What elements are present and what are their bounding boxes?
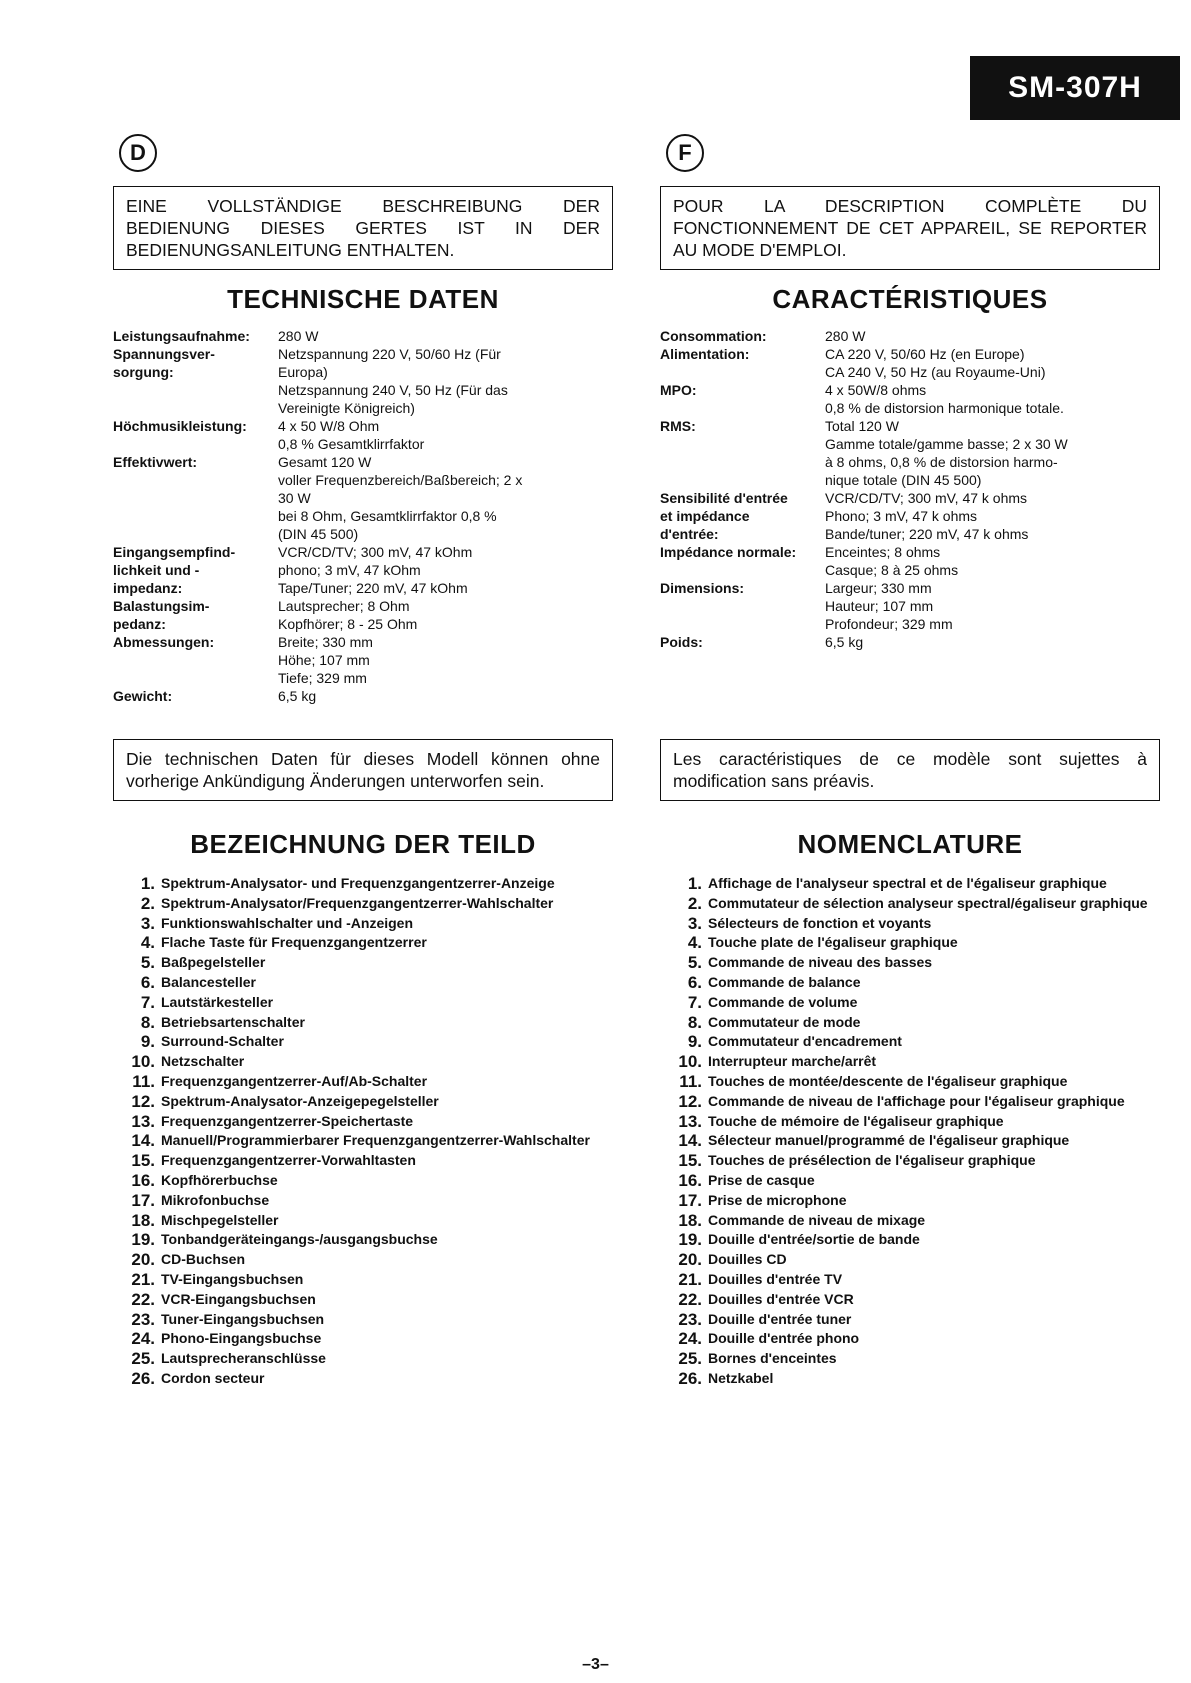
item-text: Prise de microphone <box>708 1191 847 1208</box>
list-item <box>668 1290 1160 1310</box>
spec-value: 280 W <box>825 328 866 344</box>
item-number: 24. <box>678 1329 702 1349</box>
item-number: 7. <box>140 992 155 1012</box>
item-text: Sélecteurs de fonction et voyants <box>708 914 932 931</box>
item-number: 24. <box>131 1329 155 1349</box>
item-number: 5. <box>140 953 155 973</box>
list-item <box>121 1092 613 1112</box>
list-item <box>121 933 613 953</box>
parts-title-french: NOMENCLATURE <box>797 829 1023 859</box>
list-item <box>668 1349 1160 1369</box>
spec-label: MPO: <box>660 382 697 398</box>
item-text: Commande de volume <box>708 993 858 1010</box>
item-text: Touches de montée/descente de l'égaliseur graphique <box>708 1072 1068 1089</box>
item-number: 2. <box>687 893 702 913</box>
item-number: 20. <box>678 1250 702 1270</box>
item-text: Mikrofonbuchse <box>161 1191 270 1208</box>
list-item <box>668 1151 1160 1171</box>
change-notice-french: Les caractéristiques de ce modèle sont sujettes à modification sans préavis. <box>660 739 1160 801</box>
item-text: Phono-Eingangsbuchse <box>161 1330 322 1347</box>
list-item <box>668 1230 1160 1250</box>
parts-list-french <box>660 874 1160 1389</box>
spec-value: Breite; 330 mm Höhe; 107 mm Tiefe; 329 mm <box>278 634 373 686</box>
item-number: 26. <box>131 1368 155 1388</box>
item-text: Commande de balance <box>708 973 861 990</box>
list-item <box>668 1211 1160 1231</box>
item-text: Frequenzgangentzerrer-Auf/Ab-Schalter <box>161 1072 428 1089</box>
list-item <box>668 1072 1160 1092</box>
item-number: 14. <box>678 1131 702 1151</box>
item-number: 3. <box>687 913 702 933</box>
list-item <box>668 874 1160 894</box>
list-item <box>668 933 1160 953</box>
list-item <box>668 1032 1160 1052</box>
page-number: –3– <box>582 1656 609 1673</box>
item-number: 9. <box>687 1032 702 1052</box>
item-number: 23. <box>131 1309 155 1329</box>
spec-value: Largeur; 330 mm Hauteur; 107 mm Profondeur; 329 mm <box>825 580 953 632</box>
parts-title-german: BEZEICHNUNG DER TEILD <box>190 829 536 859</box>
specs-title-french: CARACTÉRISTIQUES <box>772 284 1048 314</box>
item-number: 23. <box>678 1309 702 1329</box>
spec-label: Sensibilité d'entrée et impédance d'entrée: <box>660 490 788 542</box>
spec-value: Enceintes; 8 ohms Casque; 8 à 25 ohms <box>825 544 959 578</box>
german-column <box>113 134 613 1389</box>
item-text: TV-Eingangsbuchsen <box>161 1270 304 1287</box>
list-item <box>121 1230 613 1250</box>
list-item <box>668 1131 1160 1151</box>
item-text: Douilles d'entrée VCR <box>708 1290 854 1307</box>
model-badge: SM-307H <box>970 56 1180 120</box>
item-text: Prise de casque <box>708 1171 815 1188</box>
item-number: 3. <box>140 913 155 933</box>
item-number: 25. <box>678 1349 702 1369</box>
spec-value: Lautsprecher; 8 Ohm Kopfhörer; 8 - 25 Ohm <box>278 598 418 632</box>
item-number: 22. <box>678 1289 702 1309</box>
item-text: Commutateur d'encadrement <box>708 1033 902 1050</box>
spec-label: Balastungsim- pedanz: <box>113 598 210 632</box>
item-text: Commande de niveau des basses <box>708 954 933 971</box>
list-item <box>121 1032 613 1052</box>
spec-value: VCR/CD/TV; 300 mV, 47 kOhm phono; 3 mV, 47 kOhm Tape/Tuner; 220 mV, 47 kOhm <box>278 544 473 596</box>
item-number: 1. <box>140 874 155 893</box>
item-text: Douilles CD <box>708 1251 787 1268</box>
list-item <box>668 1310 1160 1330</box>
list-item <box>121 1329 613 1349</box>
item-number: 2. <box>140 893 155 913</box>
list-item <box>668 1052 1160 1072</box>
item-text: Spektrum-Analysator-Anzeigepegelsteller <box>161 1092 439 1109</box>
item-text: Surround-Schalter <box>161 1033 284 1050</box>
spec-label: Poids: <box>660 634 703 650</box>
item-number: 18. <box>678 1210 702 1230</box>
spec-label: Consommation: <box>660 328 767 344</box>
item-text: Interrupteur marche/arrêt <box>708 1053 877 1070</box>
item-number: 21. <box>131 1269 155 1289</box>
item-number: 26. <box>678 1368 702 1388</box>
spec-value: 4 x 50 W/8 Ohm 0,8 % Gesamtklirrfaktor <box>278 418 425 452</box>
spec-label: Impédance normale: <box>660 544 797 560</box>
item-number: 20. <box>131 1250 155 1270</box>
item-text: Tonbandgeräteingangs-/ausgangsbuchse <box>161 1231 438 1248</box>
list-item <box>121 1052 613 1072</box>
item-text: Commande de niveau de l'affichage pour l'égaliseur graphique <box>708 1092 1125 1109</box>
list-item <box>668 953 1160 973</box>
item-number: 15. <box>131 1151 155 1171</box>
list-item <box>121 1369 613 1389</box>
list-item <box>668 1369 1160 1389</box>
list-item <box>668 1112 1160 1132</box>
item-text: Sélecteur manuel/programmé de l'égaliseur graphique <box>708 1132 1070 1149</box>
item-text: Douille d'entrée tuner <box>708 1310 852 1327</box>
item-number: 6. <box>140 972 155 992</box>
item-text: Douilles d'entrée TV <box>708 1270 843 1287</box>
list-item <box>121 1072 613 1092</box>
item-text: Cordon secteur <box>161 1369 265 1386</box>
french-column <box>660 134 1160 1389</box>
list-item <box>121 993 613 1013</box>
spec-value: VCR/CD/TV; 300 mV, 47 k ohms Phono; 3 mV, 47 k ohms Bande/tuner; 220 mV, 47 k ohms <box>825 490 1029 542</box>
item-number: 8. <box>140 1012 155 1032</box>
lang-mark-french: F <box>666 134 704 172</box>
item-number: 4. <box>687 933 702 953</box>
item-text: Manuell/Programmierbarer Frequenzgangentzerrer-Wahlschalter <box>161 1132 590 1149</box>
item-text: Affichage de l'analyseur spectral et de l'égaliseur graphique <box>708 875 1107 891</box>
item-text: Spektrum-Analysator/Frequenzgangentzerrer-Wahlschalter <box>161 894 554 911</box>
change-notice-german: Die technischen Daten für dieses Modell können ohne vorherige Ankündigung Änderungen unterworfen sein. <box>113 739 613 801</box>
item-text: Douille d'entrée/sortie de bande <box>708 1231 920 1248</box>
item-text: Commutateur de mode <box>708 1013 861 1030</box>
list-item <box>668 1092 1160 1112</box>
item-text: Flache Taste für Frequenzgangentzerrer <box>161 934 427 951</box>
item-number: 22. <box>131 1289 155 1309</box>
item-number: 9. <box>140 1032 155 1052</box>
list-item <box>121 1270 613 1290</box>
list-item <box>668 1250 1160 1270</box>
spec-label: Gewicht: <box>113 688 173 704</box>
list-item <box>121 1131 613 1151</box>
spec-value: 6,5 kg <box>825 634 864 650</box>
item-text: Touche de mémoire de l'égaliseur graphique <box>708 1112 1004 1129</box>
item-number: 7. <box>687 992 702 1012</box>
spec-value: 6,5 kg <box>278 688 317 704</box>
spec-value: Gesamt 120 W voller Frequenzbereich/Baßbereich; 2 x 30 W bei 8 Ohm, Gesamtklirrfaktor 0,8 % (DIN 45 500) <box>278 454 523 542</box>
item-number: 21. <box>678 1269 702 1289</box>
list-item <box>121 1349 613 1369</box>
list-item <box>121 1310 613 1330</box>
parts-list-german <box>113 874 613 1389</box>
item-text: Touches de présélection de l'égaliseur graphique <box>708 1152 1036 1169</box>
item-number: 19. <box>678 1230 702 1250</box>
item-number: 4. <box>140 933 155 953</box>
list-item <box>668 1171 1160 1191</box>
spec-label: RMS: <box>660 418 696 434</box>
list-item <box>121 914 613 934</box>
spec-label: Leistungsaufnahme: <box>113 328 250 344</box>
list-item <box>668 1013 1160 1033</box>
item-text: Tuner-Eingangsbuchsen <box>161 1310 325 1327</box>
item-number: 11. <box>132 1071 155 1091</box>
list-item <box>121 1151 613 1171</box>
item-text: Bornes d'enceintes <box>708 1350 837 1367</box>
item-text: Commande de niveau de mixage <box>708 1211 926 1228</box>
item-text: Balancesteller <box>161 973 256 990</box>
item-number: 17. <box>678 1190 702 1210</box>
manual-notice-french: POUR LA DESCRIPTION COMPLÈTE DU FONCTIONNEMENT DE CET APPAREIL, SE REPORTER AU MODE D'EMPLOI. <box>660 186 1160 270</box>
spec-label: Dimensions: <box>660 580 745 596</box>
list-item <box>668 914 1160 934</box>
specs-table-french <box>660 327 1160 651</box>
item-text: Kopfhörerbuchse <box>161 1171 278 1188</box>
spec-label: Eingangsempfind- lichkeit und - impedanz: <box>113 544 236 596</box>
item-number: 19. <box>131 1230 155 1250</box>
spec-value: Netzspannung 220 V, 50/60 Hz (Für Europa) Netzspannung 240 V, 50 Hz (Für das Vereinigte Königreich) <box>278 346 508 416</box>
list-item <box>668 993 1160 1013</box>
list-item <box>121 894 613 914</box>
item-text: CD-Buchsen <box>161 1251 246 1268</box>
spec-label: Alimentation: <box>660 346 750 362</box>
item-text: Douille d'entrée phono <box>708 1330 860 1347</box>
item-text: Mischpegelsteller <box>161 1211 279 1228</box>
item-number: 1. <box>687 874 702 893</box>
item-number: 5. <box>687 953 702 973</box>
item-number: 12. <box>678 1091 702 1111</box>
item-text: Betriebsartenschalter <box>161 1013 305 1030</box>
item-text: Frequenzgangentzerrer-Vorwahltasten <box>161 1152 416 1169</box>
item-number: 10. <box>131 1052 155 1072</box>
list-item <box>121 1211 613 1231</box>
item-text: Netzschalter <box>161 1053 245 1070</box>
item-number: 12. <box>131 1091 155 1111</box>
list-item <box>121 1290 613 1310</box>
item-number: 10. <box>678 1052 702 1072</box>
list-item <box>121 1171 613 1191</box>
list-item <box>121 953 613 973</box>
spec-value: Total 120 W Gamme totale/gamme basse; 2 x 30 W à 8 ohms, 0,8 % de distorsion harmo- nique totale (DIN 45 500) <box>825 418 1068 488</box>
item-number: 13. <box>131 1111 155 1131</box>
list-item <box>668 1270 1160 1290</box>
manual-notice-german: EINE VOLLSTÄNDIGE BESCHREIBUNG DER BEDIENUNG DIESES GERTES IST IN DER BEDIENUNGSANLEITUNG ENTHALTEN. <box>113 186 613 270</box>
list-item <box>121 1191 613 1211</box>
item-text: Commutateur de sélection analyseur spectral/égaliseur graphique <box>708 894 1148 911</box>
item-number: 18. <box>131 1210 155 1230</box>
list-item <box>121 1250 613 1270</box>
item-text: Netzkabel <box>708 1369 774 1386</box>
spec-label: Effektivwert: <box>113 454 198 470</box>
item-text: VCR-Eingangsbuchsen <box>161 1290 316 1307</box>
list-item <box>121 874 613 894</box>
item-text: Lautstärkesteller <box>161 993 274 1010</box>
spec-label: Höchmusikleistung: <box>113 418 247 434</box>
spec-label: Abmessungen: <box>113 634 215 650</box>
item-number: 13. <box>678 1111 702 1131</box>
item-number: 6. <box>687 972 702 992</box>
spec-label: Spannungsver- sorgung: <box>113 346 215 380</box>
specs-table-german <box>113 327 613 705</box>
list-item <box>668 1191 1160 1211</box>
specs-title-german: TECHNISCHE DATEN <box>227 284 499 314</box>
list-item <box>121 1013 613 1033</box>
list-item <box>668 973 1160 993</box>
list-item <box>668 894 1160 914</box>
list-item <box>668 1329 1160 1349</box>
item-number: 25. <box>131 1349 155 1369</box>
list-item <box>121 1112 613 1132</box>
list-item <box>121 973 613 993</box>
item-text: Frequenzgangentzerrer-Speichertaste <box>161 1112 414 1129</box>
item-text: Funktionswahlschalter und -Anzeigen <box>161 914 414 931</box>
item-number: 16. <box>678 1170 702 1190</box>
item-number: 17. <box>131 1190 155 1210</box>
item-text: Lautsprecheranschlüsse <box>161 1350 326 1367</box>
item-number: 15. <box>678 1151 702 1171</box>
item-number: 14. <box>131 1131 155 1151</box>
spec-value: 4 x 50W/8 ohms 0,8 % de distorsion harmonique totale. <box>825 382 1064 416</box>
item-number: 11. <box>679 1071 702 1091</box>
spec-value: 280 W <box>278 328 319 344</box>
item-number: 8. <box>687 1012 702 1032</box>
item-text: Baßpegelsteller <box>161 954 266 971</box>
item-text: Touche plate de l'égaliseur graphique <box>708 934 958 951</box>
item-number: 16. <box>131 1170 155 1190</box>
lang-mark-german: D <box>119 134 157 172</box>
spec-value: CA 220 V, 50/60 Hz (en Europe) CA 240 V, 50 Hz (au Royaume-Uni) <box>825 346 1046 380</box>
item-text: Spektrum-Analysator- und Frequenzgangentzerrer-Anzeige <box>161 875 555 891</box>
